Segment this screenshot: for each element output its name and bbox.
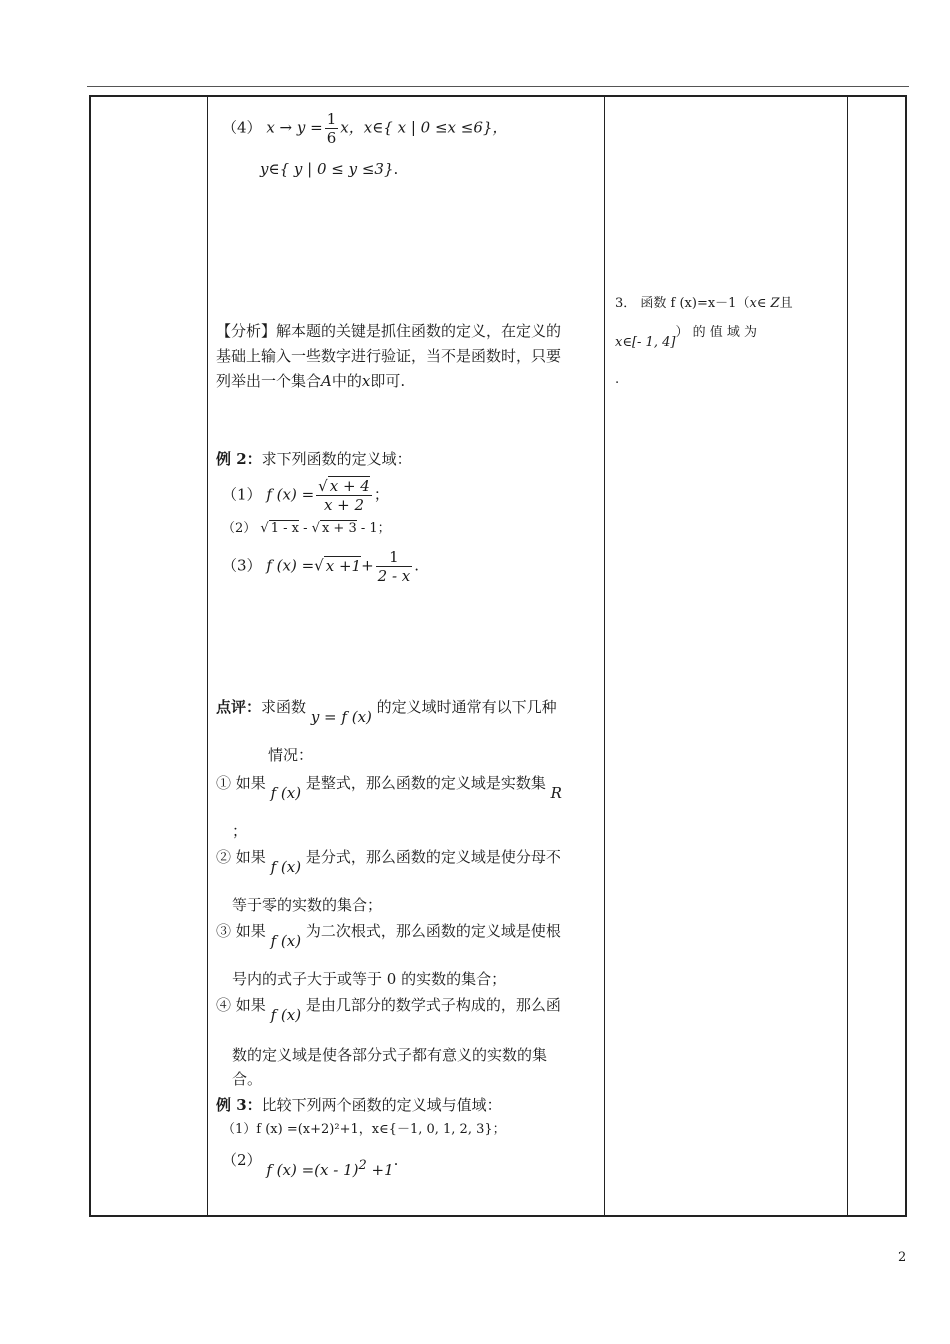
exercise-3-answer-blank: . <box>615 372 620 387</box>
example3-item2: （2） f (x) =(x - 1)$^2$ +1. <box>222 1151 399 1179</box>
exercise-3-line-1: 3． 函数 f (x)=x－1（x∈ Z且 <box>615 296 793 311</box>
case-3-cont: 号内的式子大于或等于 0 的实数的集合； <box>232 970 507 988</box>
case-4-end: 合。 <box>232 1070 263 1088</box>
case-1: ① 如果 f (x) 是整式，那么函数的定义域是实数集 R <box>216 774 562 802</box>
column-divider-3 <box>847 95 848 1217</box>
example2-heading: 例 2：求下列函数的定义域： <box>216 450 412 468</box>
header-rule <box>87 86 909 87</box>
example1-item4-range: y∈{ y | 0 ≤ y ≤3}. <box>260 160 399 178</box>
example3-item1: （1）f (x) =(x+2)²+1，x∈{－1, 0, 1, 2, 3}； <box>222 1122 506 1137</box>
case-4: ④ 如果 f (x) 是由几部分的数学式子构成的，那么函 <box>216 996 561 1024</box>
case-2-cont: 等于零的实数的集合； <box>232 896 383 914</box>
analysis-line-2: 基础上输入一些数字进行验证，当不是函数时，只要 <box>216 347 562 365</box>
case-3: ③ 如果 f (x) 为二次根式，那么函数的定义域是使根 <box>216 922 561 950</box>
case-1-end: ； <box>232 822 248 840</box>
analysis-line-3: 列举出一个集合A中的x即可. <box>216 372 406 390</box>
comment-line-2: 情况： <box>268 746 314 764</box>
exercise-3-line-2: x∈[- 1, 4]） 的 值 域 为 <box>615 325 757 350</box>
column-divider-2 <box>604 95 605 1217</box>
analysis-line-1: 【分析】解本题的关键是抓住函数的定义，在定义的 <box>216 322 562 340</box>
case-4-cont: 数的定义域是使各部分式子都有意义的实数的集 <box>232 1046 548 1064</box>
page-number: 2 <box>898 1250 907 1265</box>
example1-item4: （4） x → y = $\frac{1}{6}$ x，x∈{ x | 0 ≤x ≤6}， <box>222 110 508 147</box>
column-divider-1 <box>207 95 208 1217</box>
comment-line-1: 点评：求函数 y = f (x) 的定义域时通常有以下几种 <box>216 698 557 726</box>
example2-item3: （3） f (x) =√ x +1+ $\frac{1}{2 - x}$ . <box>222 548 420 585</box>
case-2: ② 如果 f (x) 是分式，那么函数的定义域是使分母不 <box>216 848 561 876</box>
example2-item2: （2） √ 1 - x - √ x + 3 - 1； <box>222 521 391 536</box>
example3-heading: 例 3：比较下列两个函数的定义域与值域： <box>216 1096 502 1114</box>
example2-item1: （1） f (x) = $\frac{√ x + 4}{x + 2}$ ； <box>222 477 389 514</box>
